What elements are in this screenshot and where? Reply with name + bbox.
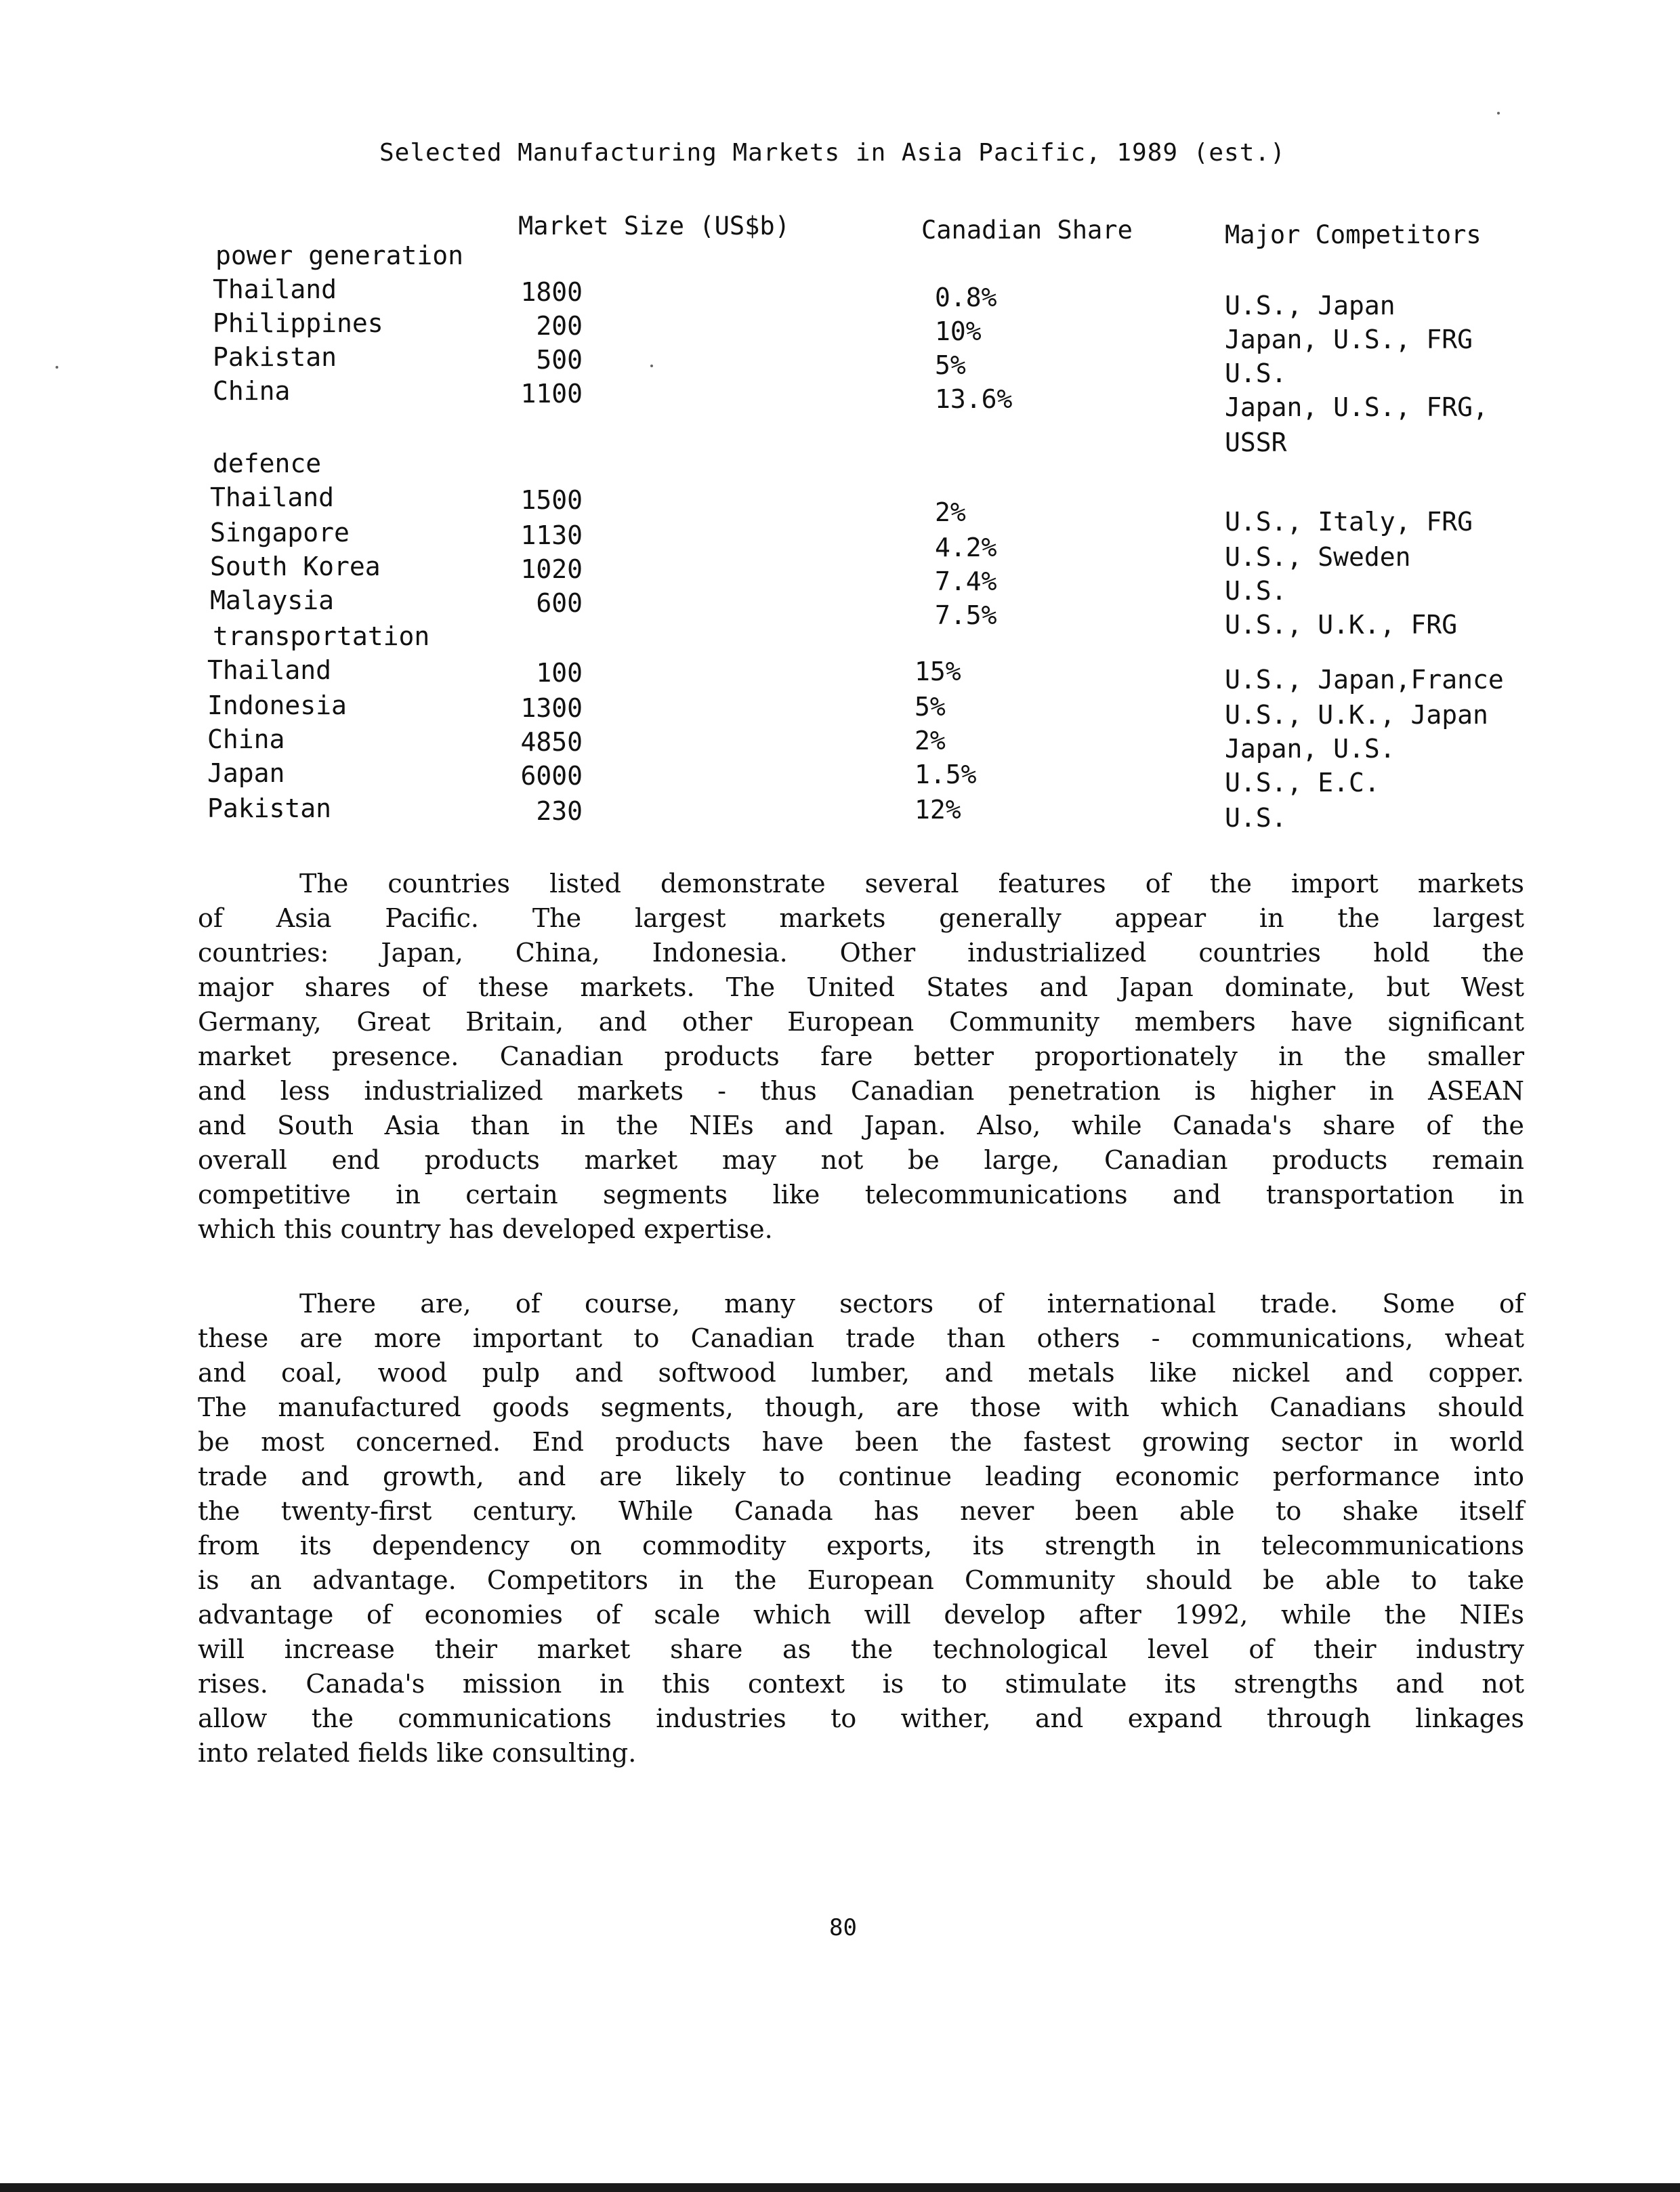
country-cell: Malaysia bbox=[210, 585, 335, 615]
country-cell: Indonesia bbox=[207, 690, 347, 720]
competitors-cell: U.S., U.K., Japan bbox=[1225, 700, 1488, 730]
market-size-cell: 6000 bbox=[520, 761, 583, 791]
page-number: 80 bbox=[829, 1914, 857, 1941]
paragraph-line: and South Asia than in the NIEs and Japan. Also, while Canada's share of the bbox=[198, 1111, 1524, 1140]
paragraph-line: will increase their market share as the technological level of their industry bbox=[198, 1634, 1524, 1664]
paragraph-line: the twenty-first century. While Canada has never been able to shake itself bbox=[198, 1496, 1524, 1526]
canadian-share-cell: 7.4% bbox=[935, 566, 997, 596]
market-size-cell: 600 bbox=[536, 588, 583, 618]
market-size-cell: 4850 bbox=[520, 727, 583, 757]
canadian-share-cell: 2% bbox=[915, 726, 946, 756]
canadian-share-cell: 0.8% bbox=[935, 283, 997, 312]
paragraph-line: and less industrialized markets - thus Canadian penetration is higher in ASEAN bbox=[198, 1076, 1524, 1106]
header-market-size: Market Size (US$b) bbox=[518, 211, 790, 241]
market-size-cell: 1100 bbox=[520, 379, 583, 409]
country-cell: Thailand bbox=[210, 482, 335, 512]
competitors-cell: U.S., Japan bbox=[1225, 291, 1395, 320]
competitors-cell: U.S., Italy, FRG bbox=[1225, 507, 1473, 537]
scan-bottom-edge bbox=[0, 2183, 1680, 2192]
table-title: Selected Manufacturing Markets in Asia Pacific, 1989 (est.) bbox=[379, 139, 1286, 167]
country-cell: Thailand bbox=[207, 655, 332, 685]
country-cell: Philippines bbox=[213, 308, 383, 338]
market-size-cell: 1800 bbox=[520, 277, 583, 307]
paragraph-line: be most concerned. End products have been the fastest growing sector in world bbox=[198, 1427, 1524, 1457]
paragraph-line: countries: Japan, China, Indonesia. Other industrialized countries hold the bbox=[198, 938, 1524, 968]
paragraph-line: competitive in certain segments like telecommunications and transportation in bbox=[198, 1180, 1524, 1209]
paragraph-line: market presence. Canadian products fare better proportionately in the smaller bbox=[198, 1041, 1524, 1071]
paragraph-line: Germany, Great Britain, and other European Community members have significant bbox=[198, 1007, 1524, 1037]
paragraph-line: of Asia Pacific. The largest markets generally appear in the largest bbox=[198, 903, 1524, 933]
paragraph-line: which this country has developed expertise. bbox=[198, 1214, 773, 1244]
paragraph-line: major shares of these markets. The United States and Japan dominate, but West bbox=[198, 972, 1524, 1002]
competitors-cell: U.S. bbox=[1225, 576, 1287, 606]
market-size-cell: 1020 bbox=[520, 554, 583, 584]
competitors-cell: U.S., Sweden bbox=[1225, 542, 1411, 572]
country-cell: South Korea bbox=[210, 552, 381, 581]
competitors-cell: U.S., E.C. bbox=[1225, 768, 1380, 798]
canadian-share-cell: 5% bbox=[915, 692, 946, 722]
country-cell: China bbox=[207, 724, 285, 754]
header-major-competitors: Major Competitors bbox=[1225, 220, 1482, 249]
paragraph-line: is an advantage. Competitors in the European Community should be able to take bbox=[198, 1565, 1524, 1595]
market-size-cell: 100 bbox=[536, 658, 583, 688]
competitors-cell: U.S. bbox=[1225, 358, 1287, 388]
canadian-share-cell: 1.5% bbox=[915, 760, 977, 789]
canadian-share-cell: 13.6% bbox=[935, 384, 1013, 414]
competitors-cell: Japan, U.S., FRG, bbox=[1225, 392, 1488, 422]
canadian-share-cell: 12% bbox=[915, 795, 961, 825]
paragraph-line: these are more important to Canadian trade than others - communications, wheat bbox=[198, 1323, 1524, 1353]
canadian-share-cell: 15% bbox=[915, 657, 961, 686]
paragraph-line: The manufactured goods segments, though, are those with which Canadians should bbox=[198, 1392, 1524, 1422]
competitors-cell: U.S. bbox=[1225, 803, 1287, 833]
canadian-share-cell: 4.2% bbox=[935, 533, 997, 562]
canadian-share-cell: 2% bbox=[935, 497, 966, 527]
market-size-cell: 500 bbox=[536, 345, 583, 375]
country-cell: Singapore bbox=[210, 518, 350, 547]
country-cell: Pakistan bbox=[207, 793, 332, 823]
paragraph-line: into related fields like consulting. bbox=[198, 1738, 637, 1768]
section-label-power-generation: power generation bbox=[215, 241, 464, 270]
market-size-cell: 1130 bbox=[520, 520, 583, 550]
paragraph-line: rises. Canada's mission in this context is to stimulate its strengths and not bbox=[198, 1669, 1524, 1699]
section-label-transportation: transportation bbox=[213, 621, 430, 651]
canadian-share-cell: 7.5% bbox=[935, 600, 997, 630]
competitors-cell: Japan, U.S. bbox=[1225, 734, 1395, 764]
market-size-cell: 1300 bbox=[520, 693, 583, 723]
canadian-share-cell: 10% bbox=[935, 316, 982, 346]
market-size-cell: 200 bbox=[536, 311, 583, 341]
section-label-defence: defence bbox=[213, 449, 322, 478]
paragraph-line: trade and growth, and are likely to continue leading economic performance into bbox=[198, 1462, 1524, 1491]
paragraph-line: from its dependency on commodity exports, its strength in telecommunications bbox=[198, 1531, 1524, 1560]
country-cell: Pakistan bbox=[213, 342, 337, 372]
market-size-cell: 230 bbox=[536, 796, 583, 826]
scan-speck bbox=[56, 366, 58, 369]
paragraph-line: advantage of economies of scale which will develop after 1992, while the NIEs bbox=[198, 1600, 1524, 1630]
header-canadian-share: Canadian Share bbox=[921, 215, 1133, 245]
paragraph-line: and coal, wood pulp and softwood lumber, and metals like nickel and copper. bbox=[198, 1358, 1524, 1388]
canadian-share-cell: 5% bbox=[935, 350, 966, 380]
market-size-cell: 1500 bbox=[520, 485, 583, 515]
competitors-cell: U.S., Japan,France bbox=[1225, 665, 1504, 695]
scan-speck bbox=[1497, 112, 1500, 115]
country-cell: China bbox=[213, 376, 291, 406]
paragraph-line: The countries listed demonstrate several features of the import markets bbox=[299, 869, 1524, 898]
paragraph-line: allow the communications industries to wither, and expand through linkages bbox=[198, 1703, 1524, 1733]
paragraph-line: overall end products market may not be large, Canadian products remain bbox=[198, 1145, 1524, 1175]
scan-speck bbox=[650, 365, 653, 367]
competitors-cell: Japan, U.S., FRG bbox=[1225, 325, 1473, 354]
country-cell: Thailand bbox=[213, 274, 337, 304]
country-cell: Japan bbox=[207, 758, 285, 788]
competitors-cell: U.S., U.K., FRG bbox=[1225, 610, 1458, 640]
paragraph-line: There are, of course, many sectors of international trade. Some of bbox=[299, 1289, 1524, 1319]
competitors-cell-continued: USSR bbox=[1225, 428, 1287, 457]
